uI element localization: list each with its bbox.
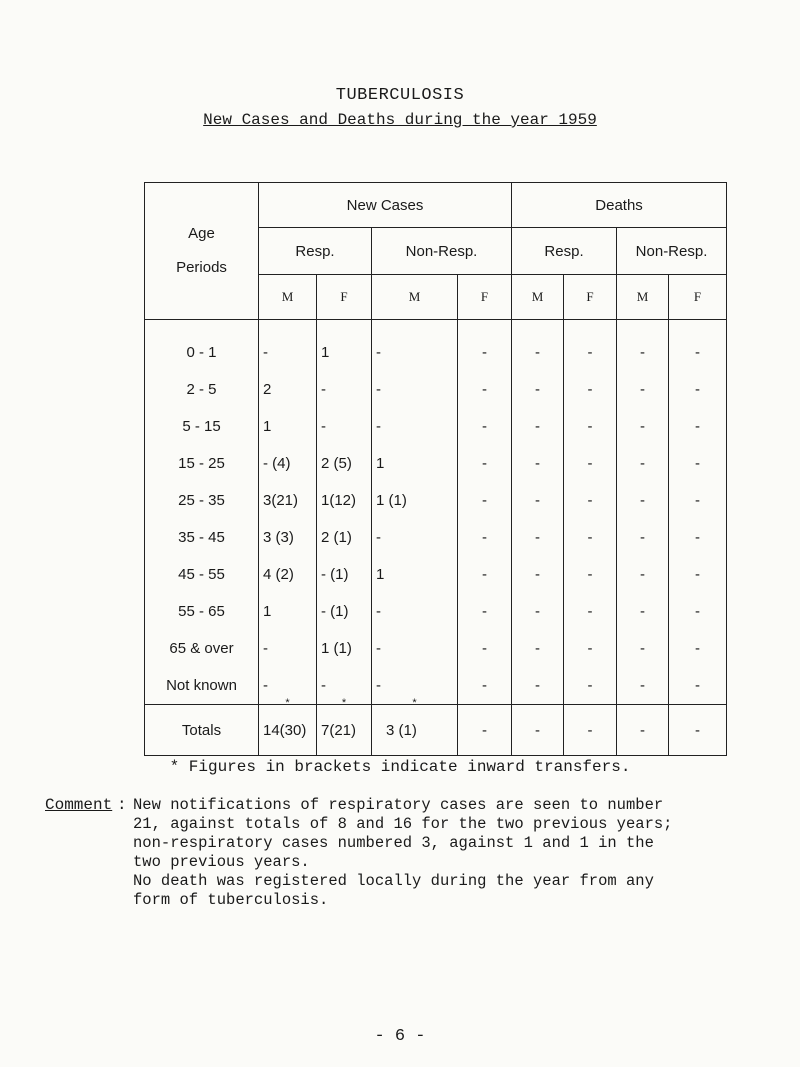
table-row <box>145 556 727 593</box>
table-cell: - <box>617 630 669 667</box>
table-cell: - <box>669 519 727 556</box>
age-period: 15 - 25 <box>145 445 259 482</box>
table-cell: - <box>617 482 669 519</box>
table-cell: - <box>458 445 512 482</box>
table-cell: - <box>564 320 617 372</box>
table-cell: 1 <box>317 320 372 372</box>
table-cell: - <box>617 320 669 372</box>
table-cell: - <box>669 630 727 667</box>
total-cell: * 14(30) <box>259 705 317 756</box>
footnote: * Figures in brackets indicate inward transfers. <box>169 758 631 776</box>
col-m: M <box>259 275 317 320</box>
col-f: F <box>317 275 372 320</box>
table-cell: - <box>372 371 458 408</box>
age-period: 55 - 65 <box>145 593 259 630</box>
new-cases-resp-header: Resp. <box>259 228 372 275</box>
total-cell: * 7(21) <box>317 705 372 756</box>
col-m: M <box>372 275 458 320</box>
table-cell: - <box>564 408 617 445</box>
table-cell: 4 (2) <box>259 556 317 593</box>
table-cell: - <box>512 556 564 593</box>
table-cell: - <box>512 667 564 705</box>
table-cell: 1 (1) <box>372 482 458 519</box>
table-cell: - <box>372 667 458 705</box>
table-cell: - <box>669 482 727 519</box>
table-row <box>145 519 727 556</box>
total-cell: - <box>512 705 564 756</box>
table-row <box>145 593 727 630</box>
table-cell: - <box>617 667 669 705</box>
comment-text <box>133 796 793 910</box>
col-f: F <box>458 275 512 320</box>
table-cell: 3(21) <box>259 482 317 519</box>
table-cell: - <box>669 445 727 482</box>
table-cell: - (4) <box>259 445 317 482</box>
table-cell: - (1) <box>317 593 372 630</box>
table-cell: - <box>669 408 727 445</box>
table-cell: - <box>372 519 458 556</box>
table-cell: - <box>617 408 669 445</box>
age-period: Not known <box>145 667 259 705</box>
table-cell: - <box>617 556 669 593</box>
table-cell: - <box>564 371 617 408</box>
total-cell: - <box>617 705 669 756</box>
comment-label: Comment <box>45 796 113 814</box>
table-cell: - <box>317 667 372 705</box>
table-cell: - <box>512 445 564 482</box>
col-m: M <box>512 275 564 320</box>
table-cell: - <box>669 320 727 372</box>
table-cell: - <box>372 320 458 372</box>
totals-row <box>145 705 727 756</box>
col-m: M <box>617 275 669 320</box>
table-row <box>145 445 727 482</box>
table-cell: - <box>669 667 727 705</box>
total-cell: - <box>564 705 617 756</box>
col-f: F <box>564 275 617 320</box>
table-cell: 1 <box>372 556 458 593</box>
periods-header: Periods <box>176 259 227 276</box>
page-subtitle: New Cases and Deaths during the year 1959 <box>203 111 597 129</box>
table-cell: - <box>512 371 564 408</box>
table-row <box>145 667 727 705</box>
comment-line: 21, against totals of 8 and 16 for the two previous years; <box>133 815 673 833</box>
table-cell: - <box>372 630 458 667</box>
table-cell: 1 <box>259 408 317 445</box>
table-cell: 2 (5) <box>317 445 372 482</box>
comment-line: form of tuberculosis. <box>133 891 329 909</box>
table-cell: - <box>564 593 617 630</box>
age-period: 25 - 35 <box>145 482 259 519</box>
col-f: F <box>669 275 727 320</box>
table-cell: - <box>458 408 512 445</box>
table-cell: 2 <box>259 371 317 408</box>
age-periods-header <box>145 183 259 320</box>
table-cell: - <box>458 320 512 372</box>
table-cell: - <box>512 630 564 667</box>
table-cell: - <box>512 519 564 556</box>
total-cell: - <box>458 705 512 756</box>
page-title: TUBERCULOSIS <box>335 86 465 105</box>
deaths-nonresp-header: Non-Resp. <box>617 228 727 275</box>
age-period: 0 - 1 <box>145 320 259 372</box>
total-cell: * 3 (1) <box>372 705 458 756</box>
table-row <box>145 371 727 408</box>
table-cell: - <box>458 371 512 408</box>
age-period: 5 - 15 <box>145 408 259 445</box>
age-header: Age <box>188 225 215 242</box>
table-cell: 3 (3) <box>259 519 317 556</box>
table-cell: - <box>458 482 512 519</box>
table-cell: - <box>512 482 564 519</box>
comment-line: New notifications of respiratory cases are seen to number <box>133 796 664 814</box>
age-period: 65 & over <box>145 630 259 667</box>
new-cases-header: New Cases <box>259 183 512 228</box>
table-cell: - (1) <box>317 556 372 593</box>
table-cell: - <box>372 593 458 630</box>
table-cell: - <box>317 371 372 408</box>
table-cell: - <box>458 630 512 667</box>
table-cell: 2 (1) <box>317 519 372 556</box>
table-cell: - <box>259 667 317 705</box>
age-period: 35 - 45 <box>145 519 259 556</box>
table-cell: - <box>669 371 727 408</box>
table-cell: - <box>458 593 512 630</box>
table-cell: - <box>512 593 564 630</box>
table-row <box>145 408 727 445</box>
comment-line: No death was registered locally during the year from any <box>133 872 654 890</box>
page-number: - 6 - <box>374 1027 426 1046</box>
table-cell: - <box>564 630 617 667</box>
table-cell: - <box>617 445 669 482</box>
table-cell: - <box>564 482 617 519</box>
new-cases-nonresp-header: Non-Resp. <box>372 228 512 275</box>
table-cell: - <box>669 556 727 593</box>
table-cell: 1(12) <box>317 482 372 519</box>
table-cell: - <box>617 371 669 408</box>
table-cell: - <box>564 519 617 556</box>
age-period: 45 - 55 <box>145 556 259 593</box>
table-cell: 1 <box>259 593 317 630</box>
table-cell: - <box>259 320 317 372</box>
tuberculosis-table <box>144 182 727 756</box>
table-cell: - <box>617 593 669 630</box>
totals-label: Totals <box>145 705 259 756</box>
deaths-header: Deaths <box>512 183 727 228</box>
table-row <box>145 630 727 667</box>
table-row <box>145 320 727 372</box>
table-cell: - <box>564 556 617 593</box>
comment-line: two previous years. <box>133 853 310 871</box>
table-cell: - <box>617 519 669 556</box>
table-cell: 1 <box>372 445 458 482</box>
deaths-resp-header: Resp. <box>512 228 617 275</box>
table-cell: - <box>564 445 617 482</box>
table-cell: 1 (1) <box>317 630 372 667</box>
table-cell: - <box>458 519 512 556</box>
table-cell: - <box>512 408 564 445</box>
table-cell: - <box>512 320 564 372</box>
table-row <box>145 482 727 519</box>
table-cell: - <box>317 408 372 445</box>
table-cell: - <box>458 667 512 705</box>
table-cell: - <box>669 593 727 630</box>
table-cell: - <box>458 556 512 593</box>
table-cell: - <box>259 630 317 667</box>
table-cell: - <box>564 667 617 705</box>
comment-line: non-respiratory cases numbered 3, against 1 and 1 in the <box>133 834 654 852</box>
age-period: 2 - 5 <box>145 371 259 408</box>
table-cell: - <box>372 408 458 445</box>
comment-colon: : <box>117 796 127 814</box>
total-cell: - <box>669 705 727 756</box>
